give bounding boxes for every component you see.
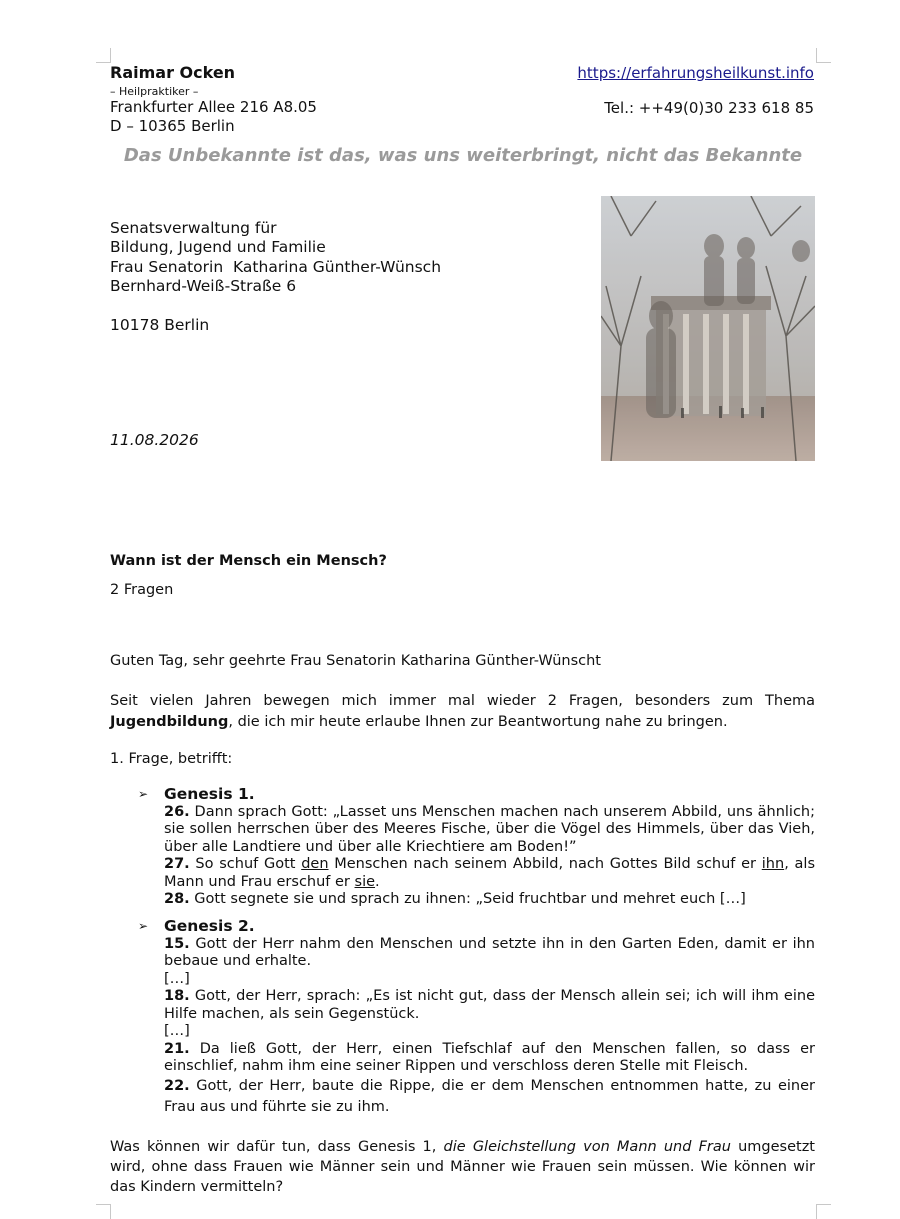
closing-paragraph (110, 1137, 815, 1197)
closing-text: Was können wir dafür tun, dass Genesis 1, (110, 1139, 444, 1155)
genesis-1-heading: Genesis 1. (164, 785, 255, 803)
verse-text: So schuf Gott (189, 856, 302, 872)
letter-subtitle: 2 Fragen (110, 582, 174, 598)
verse-text: Da ließ Gott, der Herr, einen Tiefschlaf auf den Menschen fallen, so dass er einschlief, nahm ihm eine seiner Rippen und verschloss deren Stelle mit Fleisch. (164, 1040, 815, 1074)
verse-number: 18. (164, 988, 190, 1004)
sender-street: Frankfurter Allee 216 A8.05 (110, 98, 317, 116)
verse-number: 22. (164, 1077, 190, 1094)
genesis-2-heading: Genesis 2. (164, 917, 255, 935)
verse-underlined-word: den (301, 856, 329, 872)
verse-text: , als Mann und Frau erschuf er (164, 856, 815, 890)
verse-text: Menschen nach seinem Abbild, nach Gottes Bild schuf er (328, 856, 762, 872)
motto: Das Unbekannte ist das, was uns weiterbringt, nicht das Bekannte (123, 145, 803, 166)
page-corner-mark (96, 48, 111, 63)
verse-15 (164, 936, 815, 971)
verse-number: 15. (164, 935, 190, 952)
genesis-2-block (164, 918, 815, 1118)
page-corner-mark (816, 1204, 831, 1219)
page-corner-mark (816, 48, 831, 63)
greeting: Guten Tag, sehr geehrte Frau Senatorin Katharina Günther-Wünscht (110, 653, 601, 669)
letter-subject: Wann ist der Mensch ein Mensch? (110, 553, 387, 569)
verse-number: 28. (164, 891, 190, 907)
website-link[interactable]: https://erfahrungsheilkunst.info (577, 64, 814, 82)
genesis-2-item (138, 918, 815, 1118)
genesis-1-block (164, 786, 815, 909)
recipient-line: Frau Senatorin Katharina Günther-Wünsch (110, 257, 442, 276)
verse-number: 27. (164, 856, 190, 872)
sender-name: Raimar Ocken (110, 63, 236, 82)
bullet-arrow-icon: ➢ (138, 787, 149, 801)
photo-collage-image (601, 196, 815, 461)
verse-underlined-word: ihn (761, 856, 785, 872)
verse-18 (164, 988, 815, 1023)
intro-bold-term: Jugendbildung (110, 714, 229, 730)
verse-omission: […] (164, 970, 190, 987)
verse-22 (164, 1076, 815, 1118)
verse-21 (164, 1041, 815, 1076)
page-corner-mark (96, 1204, 111, 1219)
recipient-address (110, 219, 441, 297)
intro-paragraph (110, 691, 815, 733)
verse-text: Gott, der Herr, baute die Rippe, die er dem Menschen entnommen hatte, zu einer Frau aus und führte sie zu ihm. (164, 1077, 815, 1115)
intro-text: Seit vielen Jahren bewegen mich immer mal wieder 2 Fragen, besonders zum Thema (110, 693, 815, 709)
header-photo (601, 196, 815, 461)
letter-date: 11.08.2026 (110, 431, 199, 449)
genesis-1-item (138, 786, 815, 911)
question-label: 1. Frage, betrifft: (110, 751, 233, 767)
closing-italic-phrase: die Gleichstellung von Mann und Frau (443, 1139, 731, 1155)
sender-role: – Heilpraktiker – (110, 85, 199, 98)
verse-27 (164, 856, 815, 891)
verse-28 (164, 891, 815, 909)
recipient-line: Bernhard-Weiß-Straße 6 (110, 277, 297, 296)
verse-omission: […] (164, 1023, 190, 1039)
closing-text: umgesetzt wird, ohne dass Frauen wie Männer sein und Männer wie Frauen sein müssen. Wie können wir das Kindern vermitteln? (110, 1139, 815, 1195)
bullet-arrow-icon: ➢ (138, 919, 149, 933)
verse-number: 26. (164, 803, 190, 820)
verse-number: 21. (164, 1040, 190, 1057)
recipient-line: Bildung, Jugend und Familie (110, 238, 326, 257)
verse-text: . (375, 873, 380, 890)
recipient-city: 10178 Berlin (110, 316, 210, 334)
verse-text: Dann sprach Gott: „Lasset uns Menschen machen nach unserem Abbild, uns ähnlich; sie sollen herrschen über des Meeres Fische, über die Vögel des Himmels, über das Vieh, über alle Landtiere und über alle Kriechtiere am Boden!” (164, 803, 815, 855)
verse-text: Gott, der Herr, sprach: „Es ist nicht gut, dass der Mensch allein sei; ich will ihm eine Hilfe machen, als sein Gegenstück. (164, 988, 815, 1022)
phone-number: Tel.: ++49(0)30 233 618 85 (604, 99, 814, 117)
verse-text: Gott segnete sie und sprach zu ihnen: „Seid fruchtbar und mehret euch […] (189, 891, 746, 907)
verse-text: Gott der Herr nahm den Menschen und setzte ihn in den Garten Eden, damit er ihn bebaue und erhalte. (164, 935, 815, 969)
intro-text: , die ich mir heute erlaube Ihnen zur Beantwortung nahe zu bringen. (228, 714, 728, 730)
recipient-line: Senatsverwaltung für (110, 219, 277, 237)
verse-underlined-word: sie (354, 873, 376, 890)
sender-city: D – 10365 Berlin (110, 117, 235, 135)
verse-26 (164, 804, 815, 857)
